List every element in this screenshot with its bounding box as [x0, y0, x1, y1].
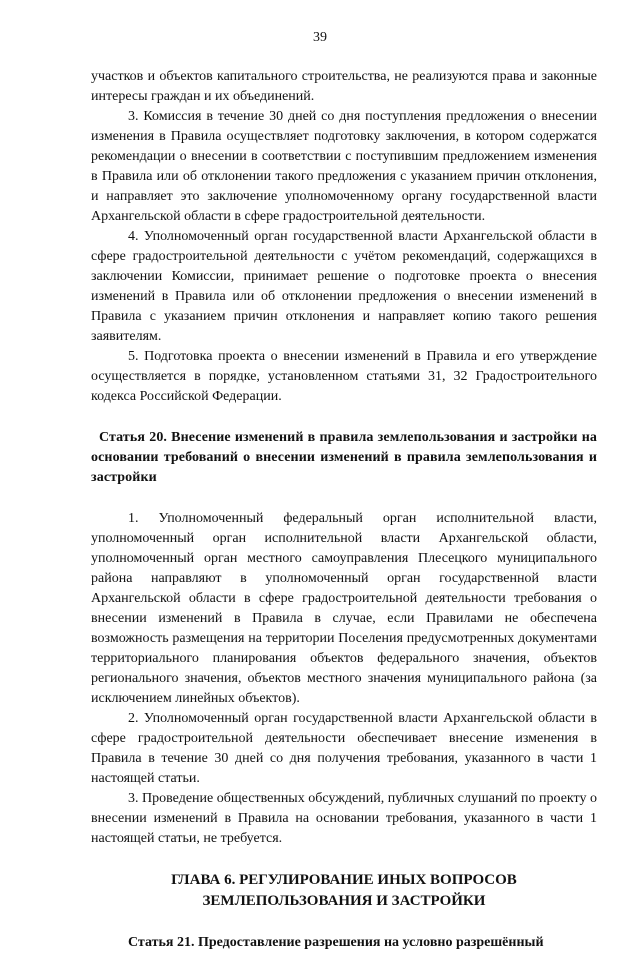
chapter-6-title-line-1: ГЛАВА 6. РЕГУЛИРОВАНИЕ ИНЫХ ВОПРОСОВ — [171, 872, 517, 888]
spacer — [91, 488, 597, 509]
article-20-item-1: 1. Уполномоченный федеральный орган исполнительной власти, уполномоченный орган исполнительной власти Архангельской области, уполномоченный орган местного самоуправления Плесецкого муниципального района направляют в уполномоченный орган государственной власти Архангельской области в сфере градостроительной деятельности требования о внесении изменений в Правила в случае, если Правилами не обеспечена возможность размещения на территории Поселения предусмотренных документами территориального планирования объектов федерального значения, объектов регионального значения, объектов местного значения муниципального района (за исключением линейных объектов). — [91, 511, 597, 706]
spacer — [91, 849, 597, 870]
paragraph-item-5: 5. Подготовка проекта о внесении изменений в Правила и его утверждение осуществляется в порядке, установленном статьями 31, 32 Градостроительного кодекса Российской Федерации. — [91, 349, 597, 404]
article-20-heading: Статья 20. Внесение изменений в правила землепользования и застройки на основании требований о внесении изменений в правила землепользования и застройки — [91, 430, 597, 485]
article-20-item-2: 2. Уполномоченный орган государственной власти Архангельской области в сфере градостроительной деятельности обеспечивает внесение изменения в Правила в течение 30 дней со дня получения требования, указанного в части 1 настоящей статьи. — [91, 711, 597, 786]
page-content — [91, 67, 597, 953]
paragraph-item-4: 4. Уполномоченный орган государственной власти Архангельской области в сфере градостроительной деятельности с учётом рекомендаций, содержащихся в заключении Комиссии, принимает решение о подготовке проекта о внесения изменений в Правила или об отклонении предложения о внесении изменений в Правила с указанием причин отклонения и направляет копию такого решения заявителям. — [91, 229, 597, 344]
page-number: 39 — [313, 30, 327, 45]
paragraph-item-3: 3. Комиссия в течение 30 дней со дня поступления предложения о внесении изменения в Правила осуществляет подготовку заключения, в котором содержатся рекомендации о внесении в соответствии с поступившим предложением изменения в Правила или об отклонении такого предложения с указанием причин отклонения, и направляет это заключение уполномоченному органу государственной власти Архангельской области в сфере градостроительной деятельности. — [91, 109, 597, 224]
spacer — [91, 407, 597, 428]
article-20-item-3: 3. Проведение общественных обсуждений, публичных слушаний по проекту о внесении изменений в Правила на основании требования, указанного в части 1 настоящей статьи, не требуется. — [91, 791, 597, 846]
paragraph-continuation: участков и объектов капитального строительства, не реализуются права и законные интересы граждан и их объединений. — [91, 69, 597, 104]
article-21-heading: Статья 21. Предоставление разрешения на условно разрешённый — [128, 935, 544, 950]
spacer — [91, 912, 597, 933]
chapter-6-title-line-2: ЗЕМЛЕПОЛЬЗОВАНИЯ И ЗАСТРОЙКИ — [202, 893, 486, 909]
